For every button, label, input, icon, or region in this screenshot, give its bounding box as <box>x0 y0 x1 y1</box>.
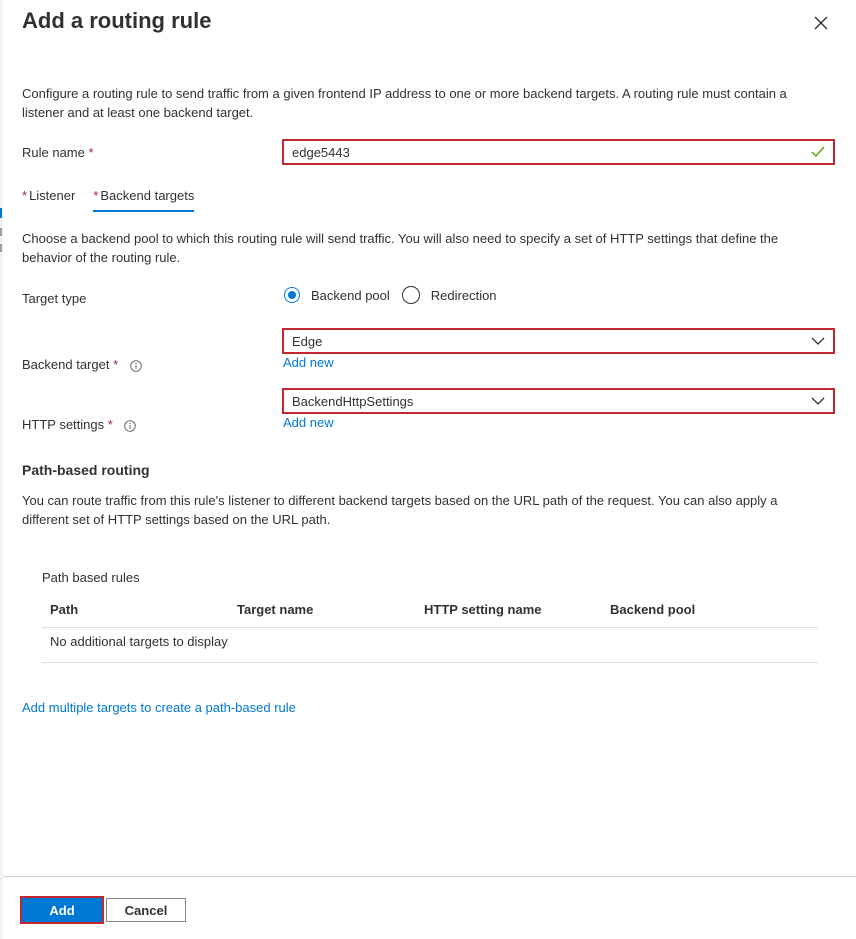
http-settings-value: BackendHttpSettings <box>292 393 414 409</box>
edge-marker <box>0 208 2 218</box>
target-type-radio-group <box>284 286 509 304</box>
path-routing-description: You can route traffic from this rule's listener to different backend targets based on the URL path of the request. You can also apply a different set of HTTP settings based on the URL path. <box>22 493 778 527</box>
radio-redirection-label: Redirection <box>430 287 497 303</box>
backend-target-add-new-link[interactable]: Add new <box>283 355 334 370</box>
http-settings-add-new-link[interactable]: Add new <box>283 415 334 430</box>
rule-name-label-text: Rule name <box>22 145 85 160</box>
column-header-path: Path <box>50 602 79 617</box>
required-mark: * <box>93 188 99 203</box>
column-header-target-name: Target name <box>237 602 314 617</box>
cancel-button[interactable]: Cancel <box>106 898 186 922</box>
required-mark: * <box>88 145 94 160</box>
edge-marker <box>0 228 2 236</box>
footer-divider <box>3 876 856 877</box>
tab-backend-targets[interactable] <box>93 188 194 212</box>
panel-description: Configure a routing rule to send traffic from a given frontend IP address to one or more backend targets. A routing rule must contain a listener and at least one backend target. <box>22 86 787 120</box>
required-mark: * <box>107 417 113 432</box>
check-icon <box>811 146 825 158</box>
radio-backend-pool[interactable] <box>284 287 390 303</box>
http-settings-label-text: HTTP settings <box>22 417 105 432</box>
left-edge-strip <box>0 0 3 939</box>
radio-checked-icon <box>284 287 300 303</box>
add-button[interactable]: Add <box>20 896 104 924</box>
backend-target-label-text: Backend target <box>22 357 110 372</box>
column-header-http-setting-name: HTTP setting name <box>424 602 542 617</box>
path-rules-table-title: Path based rules <box>42 570 140 585</box>
panel-title: Add a routing rule <box>22 8 212 33</box>
chevron-down-icon <box>811 396 825 406</box>
path-routing-title: Path-based routing <box>22 462 150 478</box>
required-mark: * <box>113 357 119 372</box>
column-header-backend-pool: Backend pool <box>610 602 696 617</box>
info-icon[interactable] <box>124 420 136 432</box>
http-settings-dropdown[interactable] <box>282 388 835 414</box>
edge-marker <box>0 244 2 252</box>
required-mark: * <box>22 188 28 203</box>
backend-target-value: Edge <box>292 333 323 349</box>
target-type-label: Target type <box>22 291 87 306</box>
close-button[interactable] <box>810 12 832 34</box>
table-divider <box>42 662 818 663</box>
tab-listener[interactable] <box>22 188 75 212</box>
radio-unchecked-icon <box>402 286 420 304</box>
tab-backend-targets-label: Backend targets <box>100 188 195 203</box>
add-multiple-targets-link[interactable]: Add multiple targets to create a path-based rule <box>22 700 296 715</box>
tab-bar <box>22 188 212 212</box>
empty-table-message: No additional targets to display <box>50 634 228 649</box>
radio-redirection[interactable] <box>402 286 497 304</box>
info-icon[interactable] <box>130 360 142 372</box>
backend-target-dropdown[interactable] <box>282 328 835 354</box>
chevron-down-icon <box>811 336 825 346</box>
radio-backend-pool-label: Backend pool <box>311 287 390 303</box>
rule-name-label <box>22 145 94 160</box>
backend-target-label <box>22 357 142 372</box>
rule-name-input[interactable] <box>282 139 835 165</box>
http-settings-label <box>22 417 136 432</box>
rule-name-value: edge5443 <box>292 144 350 160</box>
tab-listener-label: Listener <box>29 188 76 203</box>
backend-description: Choose a backend pool to which this routing rule will send traffic. You will also need to specify a set of HTTP settings that define the behavior of the routing rule. <box>22 231 779 265</box>
close-icon <box>810 12 832 34</box>
table-divider <box>42 627 818 628</box>
